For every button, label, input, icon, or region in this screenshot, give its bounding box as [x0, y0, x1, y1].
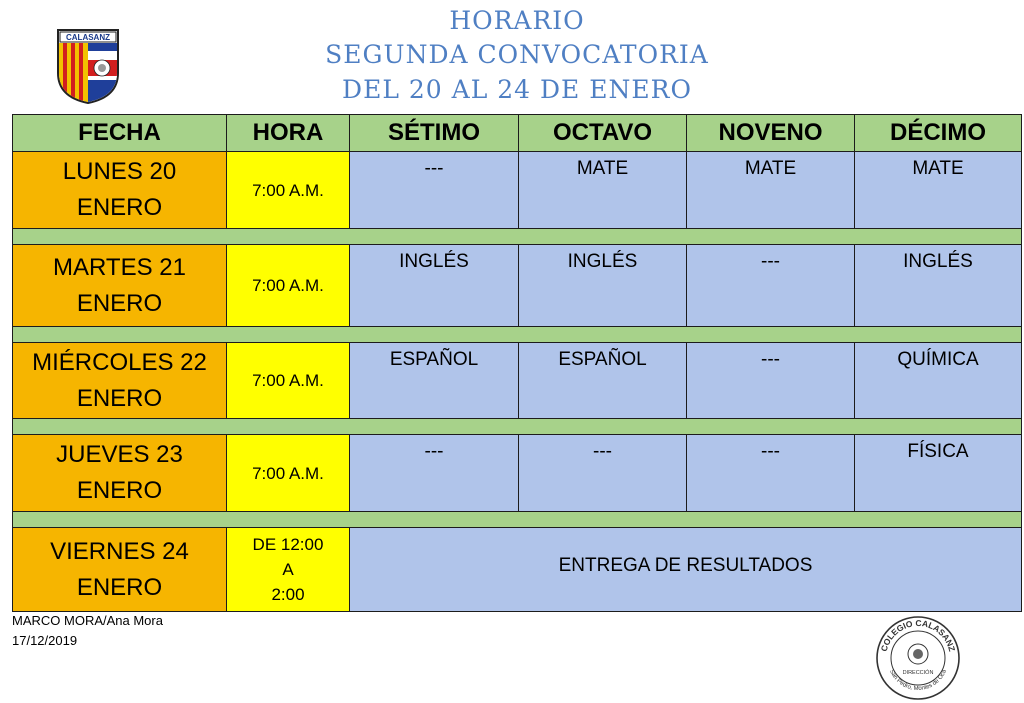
header-setimo: SÉTIMO [349, 114, 519, 152]
row-separator [12, 418, 1022, 435]
subject-decimo: INGLÉS [854, 244, 1022, 327]
hora-line: 2:00 [271, 585, 305, 604]
header-noveno: NOVENO [686, 114, 855, 152]
footer-date: 17/12/2019 [12, 633, 78, 648]
svg-text:CALASANZ: CALASANZ [66, 33, 110, 42]
fecha-cell [12, 342, 227, 419]
hora-cell [226, 527, 350, 612]
fecha-day: LUNES 20 [62, 158, 177, 185]
fecha-day: JUEVES 23 [56, 441, 183, 468]
title-line: SEGUNDA CONVOCATORIA [325, 40, 709, 69]
fecha-day: VIERNES 24 [50, 537, 189, 565]
hora-text: 7:00 A.M. [252, 276, 324, 295]
title-line: DEL 20 AL 24 DE ENERO [342, 75, 692, 104]
fecha-month: ENERO [76, 194, 163, 221]
header-fecha: FECHA [12, 114, 227, 152]
subject-noveno: --- [686, 434, 855, 512]
fecha-month: ENERO [76, 573, 163, 601]
subject-octavo: INGLÉS [518, 244, 687, 327]
header-octavo: OCTAVO [518, 114, 687, 152]
school-stamp [874, 614, 962, 702]
fecha-month: ENERO [76, 384, 163, 412]
hora-text: 7:00 A.M. [252, 371, 324, 390]
row-separator [12, 228, 1022, 245]
subject-setimo: INGLÉS [349, 244, 519, 327]
header-hora: HORA [226, 114, 350, 152]
subject-setimo: ESPAÑOL [349, 342, 519, 419]
subject-decimo: MATE [854, 151, 1022, 229]
title-line: HORARIO [449, 6, 585, 35]
stamp-text: COLEGIO CALASANZ [878, 617, 958, 653]
hora-cell [226, 434, 350, 512]
fecha-day: MIÉRCOLES 22 [32, 348, 207, 376]
subject-octavo: MATE [518, 151, 687, 229]
fecha-month: ENERO [76, 477, 163, 504]
hora-cell [226, 151, 350, 229]
schedule-table [12, 114, 1022, 612]
subject-setimo: --- [349, 434, 519, 512]
row-separator [12, 326, 1022, 343]
fecha-cell [12, 151, 227, 229]
subject-octavo: --- [518, 434, 687, 512]
subject-setimo: --- [349, 151, 519, 229]
footer-author: MARCO MORA/Ana Mora [12, 613, 163, 628]
stamp-sub: DIRECCIÓN [902, 670, 934, 676]
hora-text: 7:00 A.M. [252, 180, 324, 200]
fecha-cell [12, 527, 227, 612]
hora-text: 7:00 A.M. [252, 463, 324, 483]
subject-decimo: FÍSICA [854, 434, 1022, 512]
subject-noveno: --- [686, 342, 855, 419]
hora-cell [226, 342, 350, 419]
subject-decimo: QUÍMICA [854, 342, 1022, 419]
hora-line: DE 12:00 [252, 535, 324, 554]
hora-line: A [282, 560, 294, 579]
subject-noveno: --- [686, 244, 855, 327]
fecha-cell [12, 244, 227, 327]
svg-text:COLEGIO CALASANZ [879, 618, 958, 653]
fecha-month: ENERO [76, 289, 163, 317]
subject-noveno: MATE [686, 151, 855, 229]
hora-cell [226, 244, 350, 327]
header-decimo: DÉCIMO [854, 114, 1022, 152]
row-separator [12, 511, 1022, 528]
calasanz-logo [55, 27, 121, 105]
stamp-place: San Pedro, Montes de Oca [888, 668, 948, 693]
fecha-cell [12, 434, 227, 512]
fecha-day: MARTES 21 [53, 253, 186, 281]
subject-octavo: ESPAÑOL [518, 342, 687, 419]
entrega-resultados-cell: ENTREGA DE RESULTADOS [349, 527, 1022, 612]
